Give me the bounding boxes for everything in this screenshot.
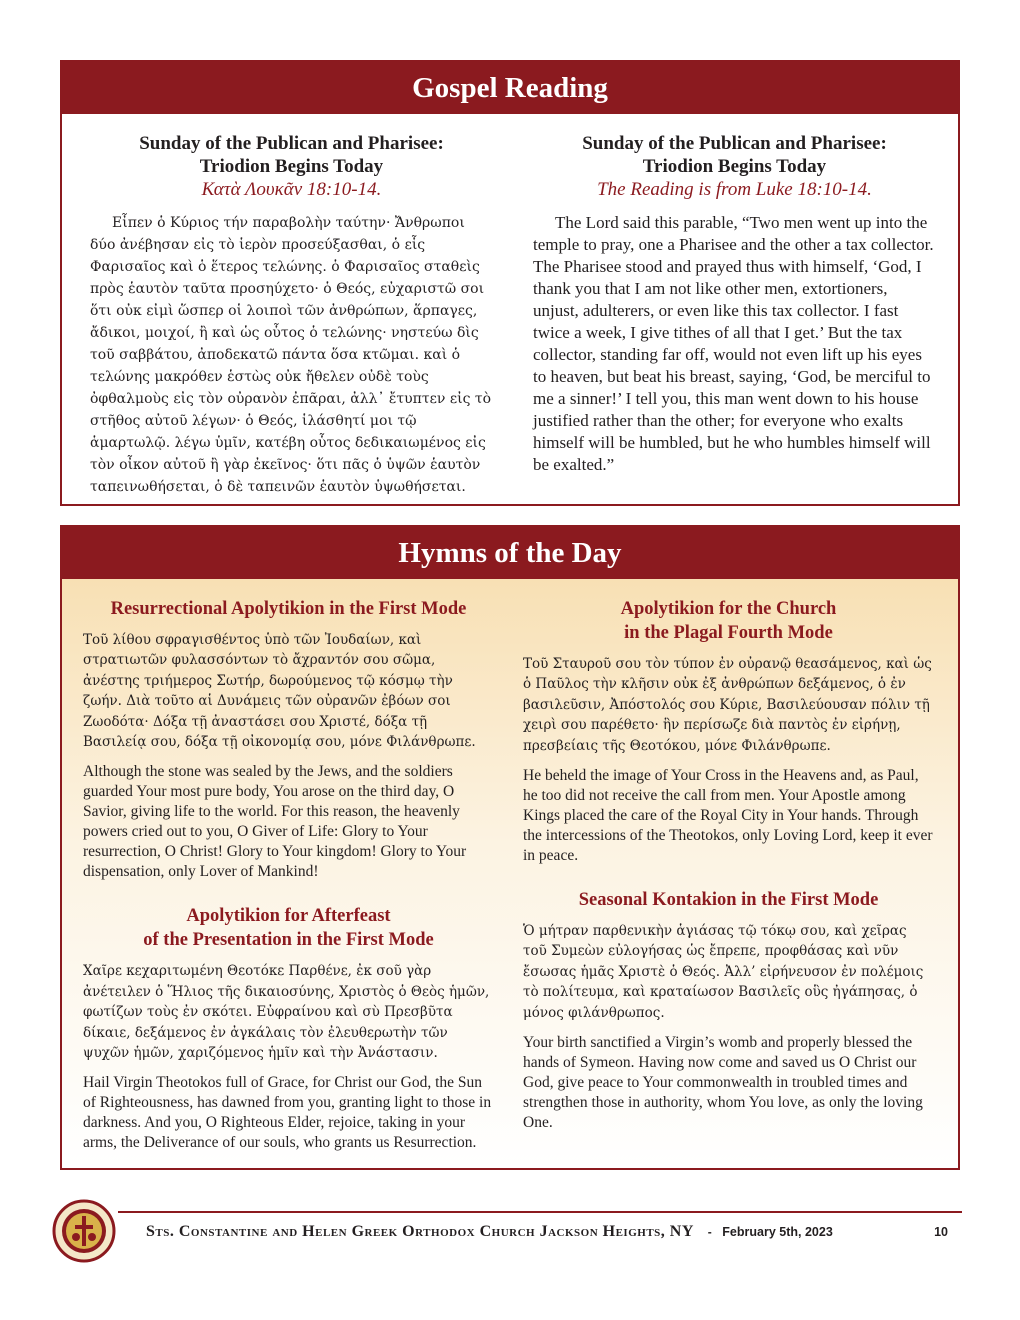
gospel-greek-heading-line2: Triodion Begins Today — [199, 156, 384, 177]
gospel-greek-text: Εἶπεν ὁ Κύριος τήν παραβολὴν ταύτην· Ἄνθρωποι δύο ἀνέβησαν εἰς τὸ ἱερὸν προσεύξασθαι, ὁ εἷς Φαρισαῖος καὶ ὁ ἕτερος τελώνης. ὁ Φαρισαῖος σταθεὶς πρὸς ἑαυτὸν ταῦτα προσηύχετο· ὁ Θεός, εὐχαριστῶ σοι ὅτι οὐκ εἰμὶ ὥσπερ οἱ λοιποὶ τῶν ἀνθρώπων, ἅρπαγες, ἄδικοι, μοιχοί, ἢ καὶ ὡς οὗτος ὁ τελώνης· νηστεύω δὶς τοῦ σαββάτου, ἀποδεκατῶ πάντα ὅσα κτῶμαι. καὶ ὁ τελώνης μακρόθεν ἑστὼς οὐκ ἤθελεν οὐδὲ τοὺς ὀφθαλμοὺς εἰς τὸν οὐρανὸν ἐπᾶραι, ἀλλ᾿ ἔτυπτεν εἰς τὸ στῆθος αὐτοῦ λέγων· ὁ Θεός, ἱλάσθητί μοι τῷ ἁμαρτωλῷ. λέγω ὑμῖν, κατέβη οὗτος δεδικαιωμένος εἰς τὸν οἶκον αὐτοῦ ἢ γὰρ ἐκεῖνος· ὅτι πᾶς ὁ ὑψῶν ἑαυτὸν ταπεινωθήσεται, ὁ δὲ ταπεινῶν ἑαυτὸν ὑψωθήσεται. — [90, 215, 492, 495]
gospel-columns — [62, 114, 958, 498]
church-seal-icon — [52, 1199, 116, 1263]
hymns-banner: Hymns of the Day — [62, 527, 958, 579]
church-english-text: He beheld the image of Your Cross in the Heavens and, as Paul, he too did not receive the call from men. Your Apostle among Kings placed the care of the Royal City in Your hands. Through the intercessions of the Theotokos, only Loving Lord, keep it ever in peace. — [523, 767, 933, 865]
page-footer — [52, 1196, 962, 1266]
gospel-english-heading-line2: Triodion Begins Today — [642, 156, 827, 177]
gospel-greek-heading-line1: Sunday of the Publican and Pharisee: — [139, 133, 444, 154]
gospel-english-column — [519, 114, 958, 498]
gospel-greek-column — [62, 114, 519, 498]
footer-rule — [118, 1211, 962, 1213]
church-greek-text: Τοῦ Σταυροῦ σου τὸν τύπον ἐν οὐρανῷ θεασάμενος, καὶ ὡς ὁ Παῦλος τὴν κλῆσιν οὐκ ἐξ ἀνθρώπων δεξάμενος, ὁ ἐν βασιλεῦσιν, Ἀπόστολός σου Κύριε, Βασιλεύουσαν πόλιν τῇ χειρὶ σου παρέθετο· ἣν περίσωζε διὰ παντὸς ἐν εἰρήνῃ, πρεσβείαις τῆς Θεοτόκου, μόνε Φιλάνθρωπε. — [523, 656, 932, 754]
resurrectional-english-text: Although the stone was sealed by the Jews, and the soldiers guarded Your most pure body, You arose on the third day, O Savior, giving life to the world. For this reason, the heavenly powers cried out to you, O Giver of Life: Glory to Your resurrection, O Christ! Glory to Your kingdom! Glory to Your dispensation, only Lover of Mankind! — [83, 763, 467, 881]
afterfeast-greek-text: Χαῖρε κεχαριτωμένη Θεοτόκε Παρθένε, ἐκ σοῦ γὰρ ἀνέτειλεν ὁ Ἥλιος τῆς δικαιοσύνης, Χριστὸς ὁ Θεὸς ἡμῶν, φωτίζων τοὺς ἐν σκότει. Εὐφραίνου καὶ σὺ Πρεσβῦτα δίκαιε, δεξάμενος ἐν ἀγκάλαις τὸν ἐλευθερωτὴν τῶν ψυχῶν ἡμῶν, χαριζόμενος ἡμῖν καὶ τὴν Ἀνάστασιν. — [83, 963, 490, 1062]
gospel-english-text: The Lord said this parable, “Two men went up into the temple to pray, one a Pharisee and the other a tax collector. The Pharisee stood and prayed thus with himself, ‘God, I thank you that I am not like other men, extortioners, unjust, adulterers, or even like this tax collector. I fast twice a week, I give tithes of all that I get.’ But the tax collector, standing far off, would not even lift up his eyes to heaven, but beat his breast, saying, ‘God, be merciful to me a sinner!’ I tell you, this man went down to his house justified rather than the other; for everyone who exalts himself will be humbled, but he who humbles himself will be exalted.” — [533, 213, 934, 474]
footer-location: Jackson Heights, NY — [539, 1223, 694, 1240]
resurrectional-title: Resurrectional Apolytikion in the First Mode — [110, 599, 467, 619]
gospel-greek-subheading: Κατὰ Λουκᾶν 18:10-14. — [201, 179, 382, 200]
church-title-line2: in the Plagal Fourth Mode — [624, 623, 833, 643]
hymns-right-column — [512, 579, 958, 1168]
afterfeast-title-line1: Apolytikion for Afterfeast — [186, 906, 391, 927]
hymns-columns — [62, 579, 958, 1168]
gospel-english-subheading: The Reading is from Luke 18:10-14. — [597, 179, 872, 200]
afterfeast-title-line2: of the Presentation in the First Mode — [143, 930, 434, 951]
page-number: 10 — [934, 1225, 948, 1239]
footer-line — [146, 1223, 833, 1241]
kontakion-greek-text: Ὁ μήτραν παρθενικὴν ἁγιάσας τῷ τόκῳ σου, καὶ χεῖρας τοῦ Συμεὼν εὐλογήσας ὡς ἔπρεπε, προφθάσας καὶ νῦν ἔσωσας ἡμᾶς Χριστὲ ὁ Θεός. Ἀλλ’ εἰρήνευσον ἐν πολέμοις τὸ πολίτευμα, καὶ κραταίωσον Βασιλεῖς οὓς ἠγάπησας, ὁ μόνος φιλάνθρωπος. — [523, 923, 924, 1021]
kontakion-english-text: Your birth sanctified a Virgin’s womb and properly blessed the hands of Symeon. Having now come and saved us O Christ our God, give peace to Your commonwealth in troubled times and strengthen those in authority, whom You love, as only the loving One. — [523, 1034, 923, 1132]
gospel-section — [60, 60, 960, 506]
afterfeast-title — [83, 904, 494, 952]
hymns-section — [60, 525, 960, 1170]
afterfeast-english-text: Hail Virgin Theotokos full of Grace, for Christ our God, the Sun of Righteousness, has dawned from you, granting light to those in darkness. And you, O Righteous Elder, rejoice, taking in your arms, the Deliverance of our souls, who grants us Resurrection. — [83, 1074, 492, 1152]
church-apolytikion-title — [523, 597, 934, 645]
footer-church-name: Sts. Constantine and Helen Greek Orthodox Church — [146, 1223, 536, 1240]
footer-date: February 5th, 2023 — [722, 1225, 833, 1239]
hymns-left-column — [62, 579, 512, 1168]
church-title-line1: Apolytikion for the Church — [620, 599, 837, 619]
footer-separator: - — [707, 1225, 712, 1239]
gospel-english-heading-line1: Sunday of the Publican and Pharisee: — [582, 133, 887, 154]
kontakion-title: Seasonal Kontakion in the First Mode — [578, 890, 879, 911]
resurrectional-greek-text: Τοῦ λίθου σφραγισθέντος ὑπὸ τῶν Ἰουδαίων, καὶ στρατιωτῶν φυλασσόντων τὸ ἄχραντόν σου σῶμα, ἀνέστης τριήμερος Σωτήρ, δωρούμενος τῷ κόσμῳ τὴν ζωήν. Διὰ τοῦτο αἱ Δυνάμεις τῶν οὐρανῶν ἐβόων σοι Ζωοδότα· Δόξα τῇ ἀναστάσει σου Χριστέ, δόξα τῇ Βασιλείᾳ σου, δόξα τῇ οἰκονομίᾳ σου, μόνε Φιλάνθρωπε. — [83, 632, 476, 751]
gospel-banner: Gospel Reading — [62, 62, 958, 114]
